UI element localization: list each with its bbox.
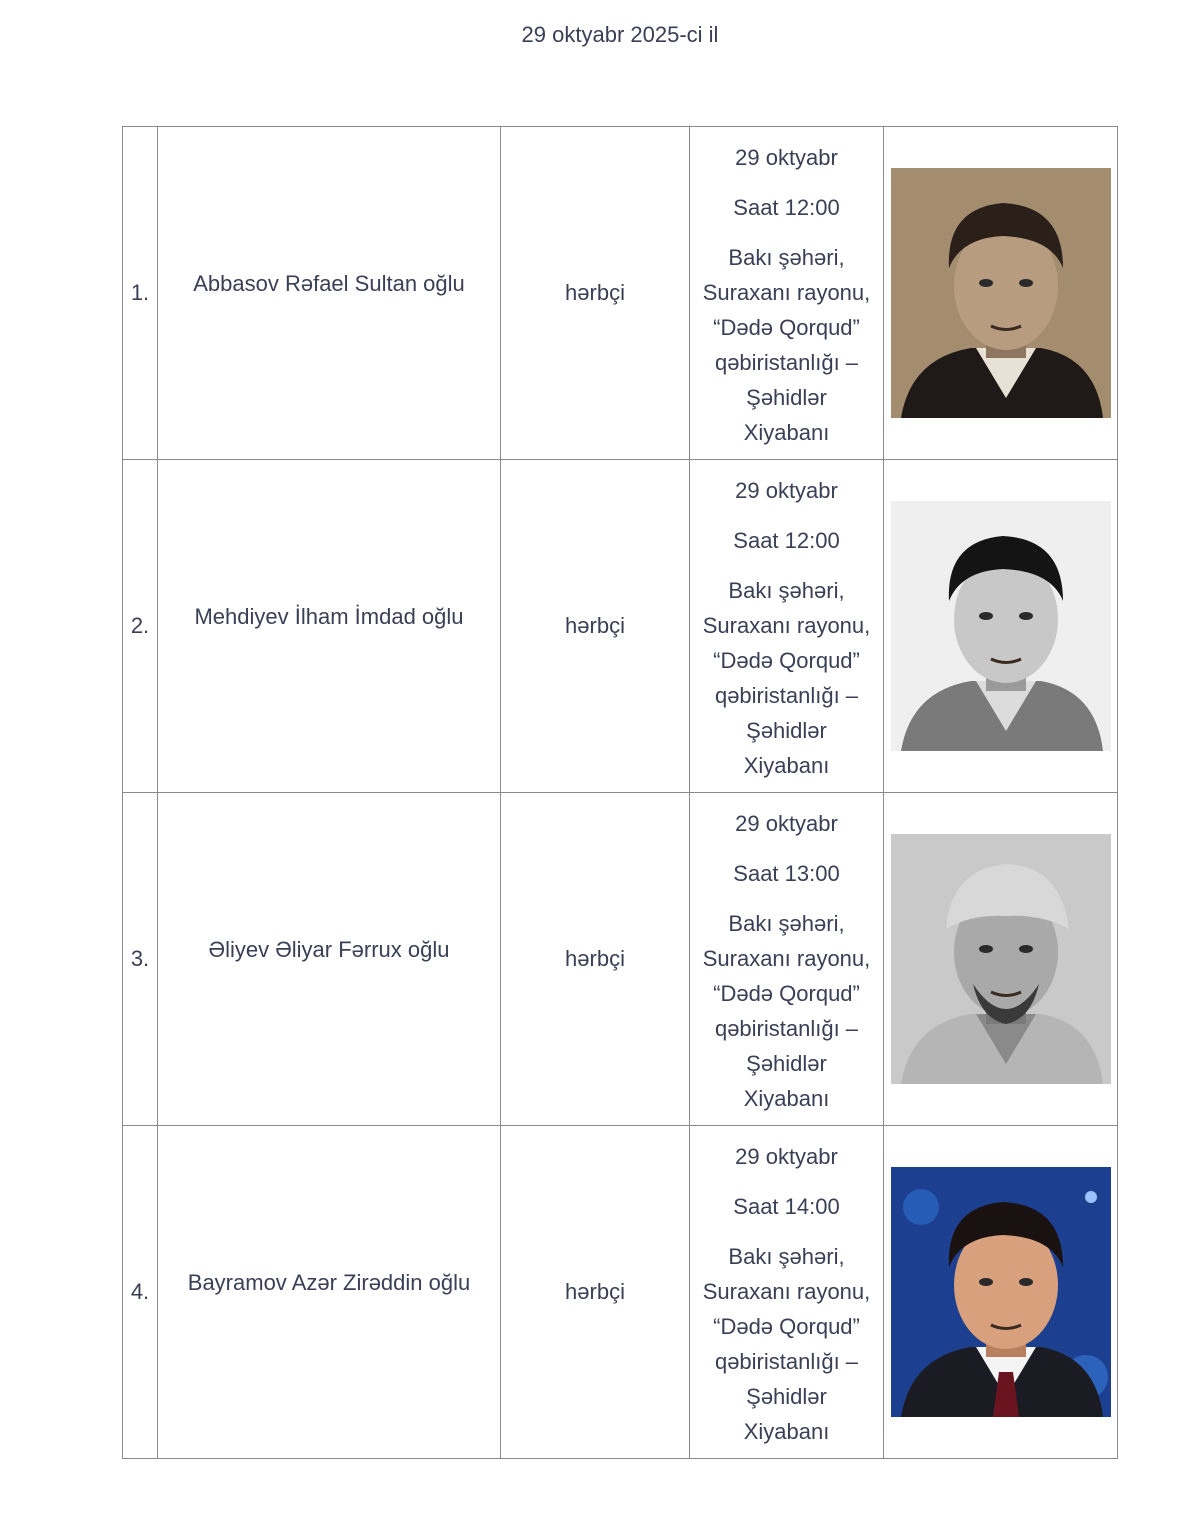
row-number: 3. [130,946,150,971]
location-line: “Dədə Qorqud” [713,315,860,340]
portrait-photo [891,501,1111,751]
location-line: Suraxanı rayonu, [702,613,871,638]
person-role: hərbçi [565,280,625,305]
location-line: Xiyabanı [743,1419,830,1444]
photo-cell [884,460,1118,793]
table-row [123,460,1118,793]
ceremony-date: 29 oktyabr [735,478,838,503]
person-name: Mehdiyev İlham İmdad oğlu [194,604,464,629]
ceremony-location [690,906,883,1116]
table-row [123,127,1118,460]
name-cell [158,460,501,793]
ceremony-date: 29 oktyabr [735,811,838,836]
document-date: 29 oktyabr 2025-ci il [521,22,719,47]
row-number: 4. [130,1279,150,1304]
ceremony-location [690,240,883,450]
portrait-photo [891,834,1111,1084]
memorial-table [122,126,1118,1459]
portrait-drawing [891,834,1111,1084]
name-cell [158,1126,501,1459]
location-line: Şəhidlər [746,718,827,743]
table-row [123,793,1118,1126]
row-number-cell [123,127,158,460]
location-line: Xiyabanı [743,1086,830,1111]
location-line: qəbiristanlığı – [714,683,859,708]
photo-cell [884,127,1118,460]
location-line: Suraxanı rayonu, [702,946,871,971]
row-number-cell [123,460,158,793]
person-name: Abbasov Rəfael Sultan oğlu [193,271,465,296]
row-number: 2. [130,613,150,638]
role-cell [501,127,690,460]
table-row [123,1126,1118,1459]
role-cell [501,1126,690,1459]
row-number-cell [123,1126,158,1459]
portrait-photo [891,168,1111,418]
ceremony-info-cell [690,127,884,460]
row-number: 1. [130,280,150,305]
photo-cell [884,1126,1118,1459]
ceremony-time: Saat 12:00 [733,195,840,220]
ceremony-location [690,1239,883,1449]
person-role: hərbçi [565,613,625,638]
location-line: qəbiristanlığı – [714,350,859,375]
ceremony-time: Saat 14:00 [733,1194,840,1219]
location-line: Şəhidlər [746,1384,827,1409]
location-line: Şəhidlər [746,385,827,410]
location-line: qəbiristanlığı – [714,1016,859,1041]
location-line: Xiyabanı [743,420,830,445]
portrait-photo [891,1167,1111,1417]
name-cell [158,793,501,1126]
ceremony-date: 29 oktyabr [735,145,838,170]
location-line: Bakı şəhəri, [728,245,845,270]
role-cell [501,460,690,793]
location-line: Şəhidlər [746,1051,827,1076]
location-line: qəbiristanlığı – [714,1349,859,1374]
person-name: Bayramov Azər Zirəddin oğlu [187,1270,471,1295]
location-line: Suraxanı rayonu, [702,280,871,305]
ceremony-info-cell [690,1126,884,1459]
name-cell [158,127,501,460]
ceremony-time: Saat 12:00 [733,528,840,553]
location-line: Bakı şəhəri, [728,911,845,936]
person-role: hərbçi [565,1279,625,1304]
ceremony-date: 29 oktyabr [735,1144,838,1169]
role-cell [501,793,690,1126]
ceremony-info-cell [690,460,884,793]
location-line: Suraxanı rayonu, [702,1279,871,1304]
location-line: “Dədə Qorqud” [713,1314,860,1339]
location-line: Bakı şəhəri, [728,1244,845,1269]
ceremony-location [690,573,883,783]
location-line: Bakı şəhəri, [728,578,845,603]
person-name: Əliyev Əliyar Fərrux oğlu [208,937,450,962]
location-line: “Dədə Qorqud” [713,648,860,673]
ceremony-time: Saat 13:00 [733,861,840,886]
portrait-drawing [891,168,1111,418]
location-line: “Dədə Qorqud” [713,981,860,1006]
portrait-drawing [891,1167,1111,1417]
row-number-cell [123,793,158,1126]
location-line: Xiyabanı [743,753,830,778]
photo-cell [884,793,1118,1126]
person-role: hərbçi [565,946,625,971]
portrait-drawing [891,501,1111,751]
ceremony-info-cell [690,793,884,1126]
